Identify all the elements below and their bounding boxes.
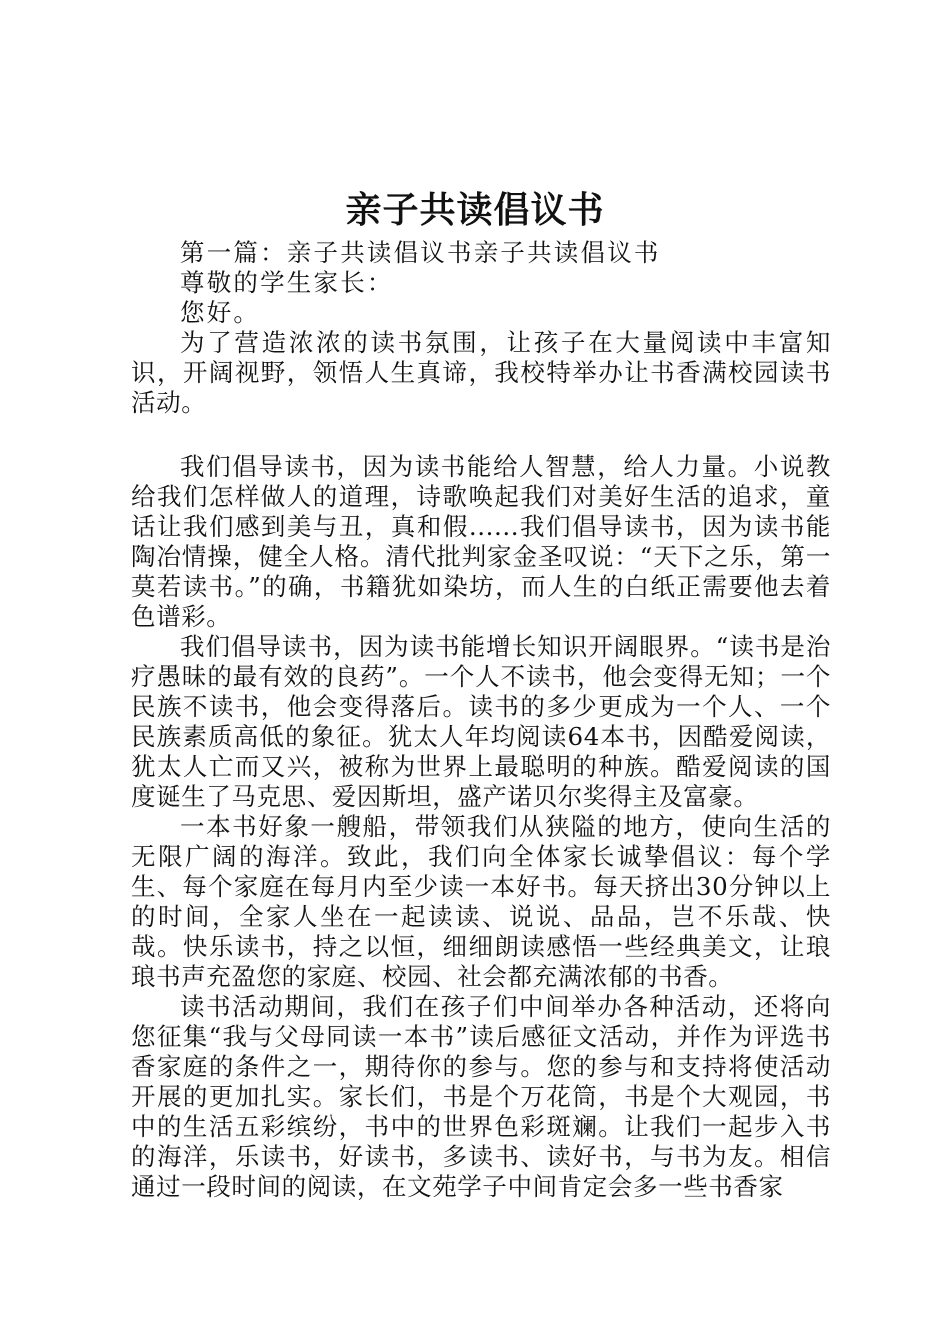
paragraph-activities: 读书活动期间，我们在孩子们中间举办各种活动，还将向您征集“我与父母同读一本书”读后感征文活动，并作为评选书香家庭的条件之一，期待你的参与。您的参与和支持将使活动开展的更加扎实。家长们，书是个万花筒，书是个大观园，书中的生活五彩缤纷，书中的世界色彩斑斓。让我们一起步入书的海洋，乐读书，好读书，多读书、读好书，与书为友。相信通过一段时间的阅读，在文苑学子中间肯定会多一些书香家	[131, 992, 831, 1201]
paragraph-section-heading: 第一篇：亲子共读倡议书亲子共读倡议书	[180, 238, 661, 267]
paragraph-salutation: 尊敬的学生家长：	[180, 268, 394, 297]
paragraph-knowledge: 我们倡导读书，因为读书能增长知识开阔眼界。“读书是治疗愚昧的最有效的良药”。一个人不读书，他会变得无知；一个民族不读书，他会变得落后。读书的多少更成为一个人、一个民族素质高低的象征。犹太人年均阅读64本书，因酷爱阅读，犹太人亡而又兴，被称为世界上最聪明的种族。酷爱阅读的国度诞生了马克思、爱因斯坦，盛产诺贝尔奖得主及富豪。	[131, 632, 831, 811]
paragraph-wisdom: 我们倡导读书，因为读书能给人智慧，给人力量。小说教给我们怎样做人的道理，诗歌唤起我们对美好生活的追求，童话让我们感到美与丑，真和假......我们倡导读书，因为读书能陶冶情操，健全人格。清代批判家金圣叹说：“天下之乐，第一莫若读书。”的确，书籍犹如染坊，而人生的白纸正需要他去着色谱彩。	[131, 452, 831, 631]
document-body	[131, 238, 831, 1202]
paragraph-intro: 为了营造浓浓的读书氛围，让孩子在大量阅读中丰富知识，开阔视野，领悟人生真谛，我校特举办让书香满校园读书活动。	[131, 328, 831, 417]
paragraph-proposal: 一本书好象一艘船，带领我们从狭隘的地方，使向生活的无限广阔的海洋。致此，我们向全体家长诚挚倡议：每个学生、每个家庭在每月内至少读一本好书。每天挤出30分钟以上的时间，全家人坐在一起读读、说说、品品，岂不乐哉、快哉。快乐读书，持之以恒，细细朗读感悟一些经典美文，让琅琅书声充盈您的家庭、校园、社会都充满浓郁的书香。	[131, 812, 831, 991]
document-title: 亲子共读倡议书	[345, 189, 605, 231]
paragraph-greeting: 您好。	[180, 298, 261, 327]
